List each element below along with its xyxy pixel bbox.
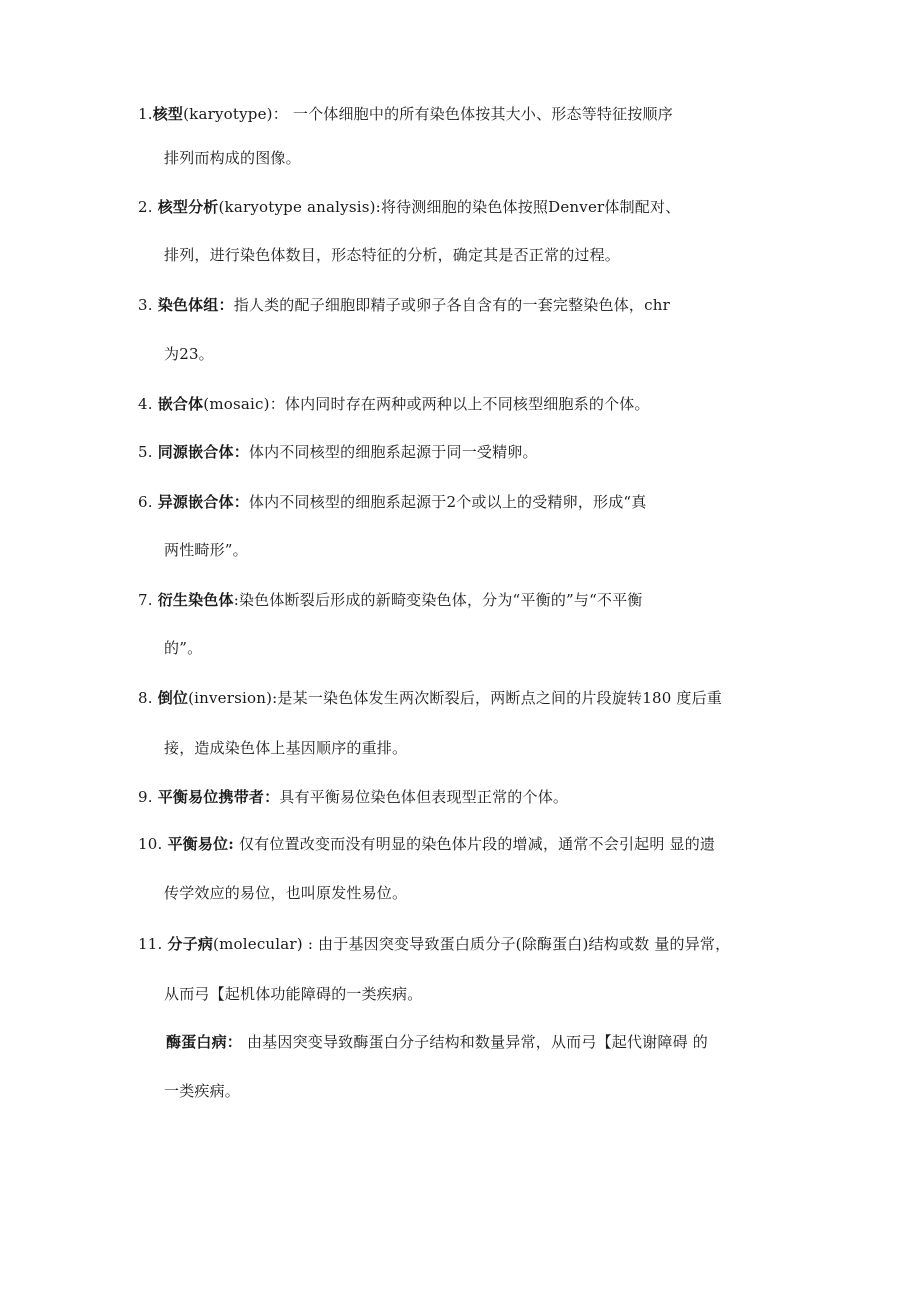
definition-number: 2. xyxy=(138,198,158,216)
definition-term: 同源嵌合体： xyxy=(157,443,249,461)
definition-number: 7. xyxy=(138,591,158,609)
definition-4-line1 xyxy=(138,394,650,414)
definition-11-line1 xyxy=(138,934,730,954)
definition-enzyme-line2: 一类疾病。 xyxy=(164,1082,241,1100)
definition-2-line1 xyxy=(138,197,680,217)
definition-10-line1 xyxy=(138,834,715,854)
definition-1-line1 xyxy=(138,104,673,124)
definition-text: (mosaic)：体内同时存在两种或两种以上不同核型细胞系的个体。 xyxy=(203,395,650,413)
definition-8-line2: 接，造成染色体上基因顺序的重排。 xyxy=(164,739,408,757)
definition-8-line1 xyxy=(138,688,722,708)
definition-5-line1 xyxy=(138,442,538,462)
definition-term: 嵌合体 xyxy=(157,395,204,413)
definition-10-line2: 传学效应的易位，也叫原发性易位。 xyxy=(164,884,408,902)
definition-text: (inversion):是某一染色体发生两次断裂后，两断点之间的片段旋转180 度后重 xyxy=(188,689,723,707)
definition-3-line1 xyxy=(138,295,670,315)
definition-text: 指人类的配子细胞即精子或卵子各自含有的一套完整染色体，chr xyxy=(233,296,670,314)
definition-term: 倒位 xyxy=(157,689,189,707)
definition-number: 10. xyxy=(138,835,168,853)
definition-number: 11. xyxy=(138,935,168,953)
definition-number: 6. xyxy=(138,493,158,511)
definition-number: 3. xyxy=(138,296,158,314)
definition-number: 5. xyxy=(138,443,158,461)
definition-6-line2: 两性畸形”。 xyxy=(164,541,248,559)
definition-term: 分子病 xyxy=(167,935,214,953)
definition-enzyme-line1 xyxy=(166,1032,708,1052)
definition-3-line2: 为23。 xyxy=(164,345,214,363)
definition-term: 平衡易位: xyxy=(167,835,234,853)
definition-term: 平衡易位携带者： xyxy=(157,788,280,806)
definition-number: 8. xyxy=(138,689,158,707)
definition-number: 1. xyxy=(138,105,153,123)
definition-text: 具有平衡易位染色体但表现型正常的个体。 xyxy=(279,788,569,806)
definition-term: 核型 xyxy=(152,105,184,123)
definition-text: 由基因突变导致酶蛋白分子结构和数量异常，从而弓【起代谢障碍 的 xyxy=(242,1033,708,1051)
definition-text: 体内不同核型的细胞系起源于2个或以上的受精卵，形成“真 xyxy=(248,493,647,511)
definition-term: 核型分析 xyxy=(157,198,219,216)
definition-text: (karyotype)： 一个体细胞中的所有染色体按其大小、形态等特征按顺序 xyxy=(183,105,673,123)
definition-term: 酶蛋白病： xyxy=(166,1033,243,1051)
definition-7-line2: 的”。 xyxy=(164,639,203,657)
definition-9-line1 xyxy=(138,787,568,807)
definition-text: 仅有位置改变而没有明显的染色体片段的增减，通常不会引起明 显的遗 xyxy=(233,835,716,853)
definition-6-line1 xyxy=(138,492,647,512)
definition-text: (karyotype analysis):将待测细胞的染色体按照Denver体制配对、 xyxy=(218,198,681,216)
definition-number: 4. xyxy=(138,395,158,413)
definition-term: 异源嵌合体： xyxy=(157,493,249,511)
definition-term: 衍生染色体 xyxy=(157,591,234,609)
definition-term: 染色体组： xyxy=(157,296,234,314)
definition-text: (molecular) : 由于基因突变导致蛋白质分子(除酶蛋白)结构或数 量的异常， xyxy=(213,935,731,953)
definition-7-line1 xyxy=(138,590,643,610)
definition-2-line2: 排列，进行染色体数目，形态特征的分析，确定其是否正常的过程。 xyxy=(164,246,621,264)
definition-text: :染色体断裂后形成的新畸变染色体，分为“平衡的”与“不平衡 xyxy=(233,591,643,609)
definition-11-line2: 从而弓【起机体功能障碍的一类疾病。 xyxy=(164,985,423,1003)
definition-text: 体内不同核型的细胞系起源于同一受精卵。 xyxy=(248,443,538,461)
definition-1-line2: 排列而构成的图像。 xyxy=(164,149,301,167)
definition-number: 9. xyxy=(138,788,158,806)
